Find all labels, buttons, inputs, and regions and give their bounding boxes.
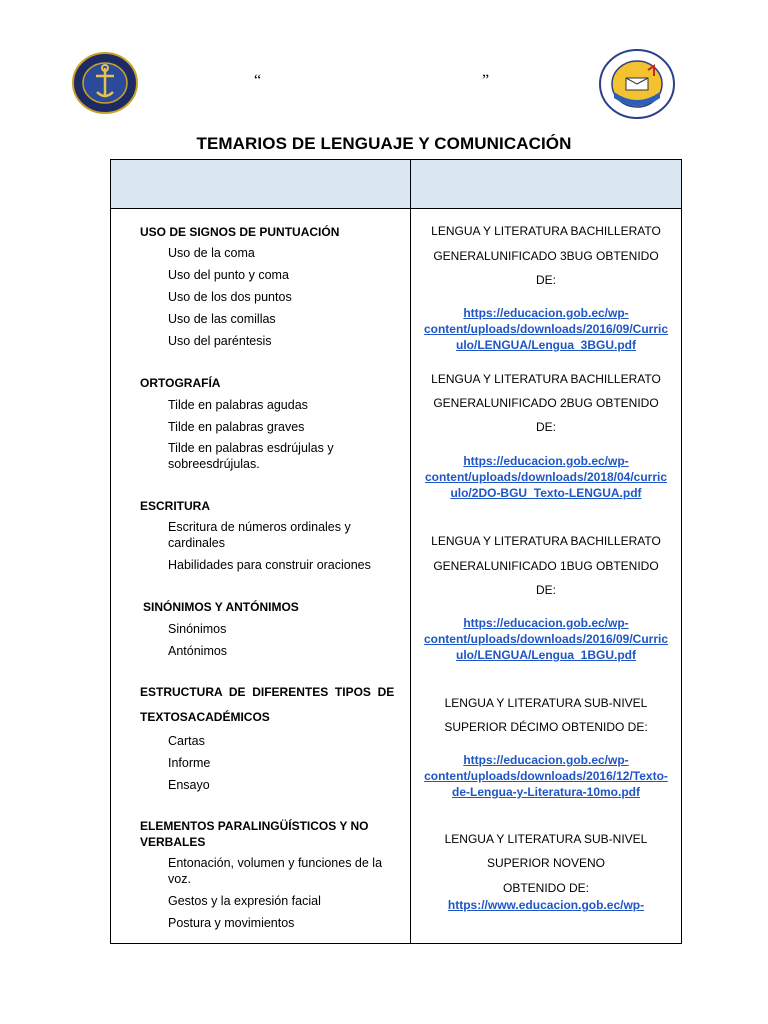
table-header-right [411, 160, 681, 209]
source-link[interactable]: ulo/LENGUA/Lengua_1BGU.pdf [456, 648, 636, 662]
topic-item: Tilde en palabras graves [168, 420, 305, 434]
topic-item: Postura y movimientos [168, 916, 295, 930]
topic-item: Informe [168, 756, 211, 770]
topic-item: Uso de la coma [168, 246, 255, 260]
source-link[interactable]: https://educacion.gob.ec/wp- [463, 306, 629, 320]
source-text: SUPERIOR DÉCIMO OBTENIDO DE: [444, 720, 648, 734]
section-heading-continued: TEXTOSACADÉMICOS [140, 710, 270, 724]
source-text: LENGUA Y LITERATURA BACHILLERATO [431, 372, 661, 386]
topic-item: Sinónimos [168, 622, 227, 636]
source-link[interactable]: https://educacion.gob.ec/wp- [463, 753, 629, 767]
source-link[interactable]: de-Lengua-y-Literatura-10mo.pdf [451, 785, 640, 799]
source-text: LENGUA Y LITERATURA SUB-NIVEL [444, 696, 648, 710]
source-link[interactable]: content/uploads/downloads/2018/04/curric [424, 470, 668, 484]
source-link[interactable]: https://educacion.gob.ec/wp- [463, 616, 629, 630]
topic-item: Habilidades para construir oraciones [168, 558, 371, 572]
source-link[interactable]: ulo/2DO-BGU_Texto-LENGUA.pdf [450, 486, 642, 500]
source-text: DE: [535, 273, 556, 287]
topic-item: Uso del punto y coma [168, 268, 289, 282]
source-link[interactable]: content/uploads/downloads/2016/09/Curric [423, 322, 669, 336]
open-quote: “ [254, 72, 262, 89]
topic-item: Uso de las comillas [168, 312, 276, 326]
source-text: LENGUA Y LITERATURA BACHILLERATO [431, 224, 661, 238]
source-text: GENERALUNIFICADO 1BUG OBTENIDO [433, 559, 659, 573]
topic-item: Uso de los dos puntos [168, 290, 292, 304]
topic-item: Tilde en palabras esdrújulas y [168, 441, 334, 455]
source-text: GENERALUNIFICADO 2BUG OBTENIDO [433, 396, 659, 410]
source-link[interactable]: https://educacion.gob.ec/wp- [463, 454, 629, 468]
table-header-left [111, 160, 410, 209]
topic-item: cardinales [168, 536, 225, 550]
topic-item: Entonación, volumen y funciones de la [168, 856, 383, 870]
section-heading: ESTRUCTURA DE DIFERENTES TIPOS DE [140, 685, 395, 699]
topic-item: Escritura de números ordinales y [168, 520, 351, 534]
topic-item: sobreesdrújulas. [168, 457, 260, 471]
section-heading: ORTOGRAFÍA [140, 376, 221, 390]
source-text: OBTENIDO DE: [502, 881, 589, 895]
source-text: GENERALUNIFICADO 3BUG OBTENIDO [433, 249, 659, 263]
topic-item: Tilde en palabras agudas [168, 398, 308, 412]
source-link[interactable]: content/uploads/downloads/2016/12/Texto- [424, 769, 668, 783]
section-heading: ELEMENTOS PARALINGÜÍSTICOS Y NO [140, 819, 369, 833]
source-text: LENGUA Y LITERATURA SUB-NIVEL [444, 832, 648, 846]
source-text: SUPERIOR NOVENO [486, 856, 606, 870]
source-link[interactable]: ulo/LENGUA/Lengua_3BGU.pdf [456, 338, 636, 352]
section-heading: ESCRITURA [140, 499, 211, 513]
section-heading-continued: VERBALES [140, 835, 206, 849]
page-title: TEMARIOS DE LENGUAJE Y COMUNICACIÓN [196, 134, 572, 153]
source-text: DE: [535, 420, 556, 434]
source-text: DE: [535, 583, 556, 597]
source-link[interactable]: https://www.educacion.gob.ec/wp- [447, 898, 645, 912]
topic-item: Cartas [168, 734, 205, 748]
section-heading: SINÓNIMOS Y ANTÓNIMOS [143, 600, 299, 614]
topic-item: Ensayo [168, 778, 210, 792]
topic-item: Antónimos [168, 644, 228, 658]
topic-item: Gestos y la expresión facial [168, 894, 321, 908]
close-quote: ” [482, 72, 490, 89]
topic-item: Uso del paréntesis [168, 334, 272, 348]
navy-logo-left [72, 52, 138, 114]
section-heading: USO DE SIGNOS DE PUNTUACIÓN [140, 225, 340, 239]
source-link[interactable]: content/uploads/downloads/2016/09/Curric [423, 632, 669, 646]
topic-item: voz. [168, 872, 191, 886]
source-text: LENGUA Y LITERATURA BACHILLERATO [431, 534, 661, 548]
institute-logo-right [598, 48, 676, 120]
